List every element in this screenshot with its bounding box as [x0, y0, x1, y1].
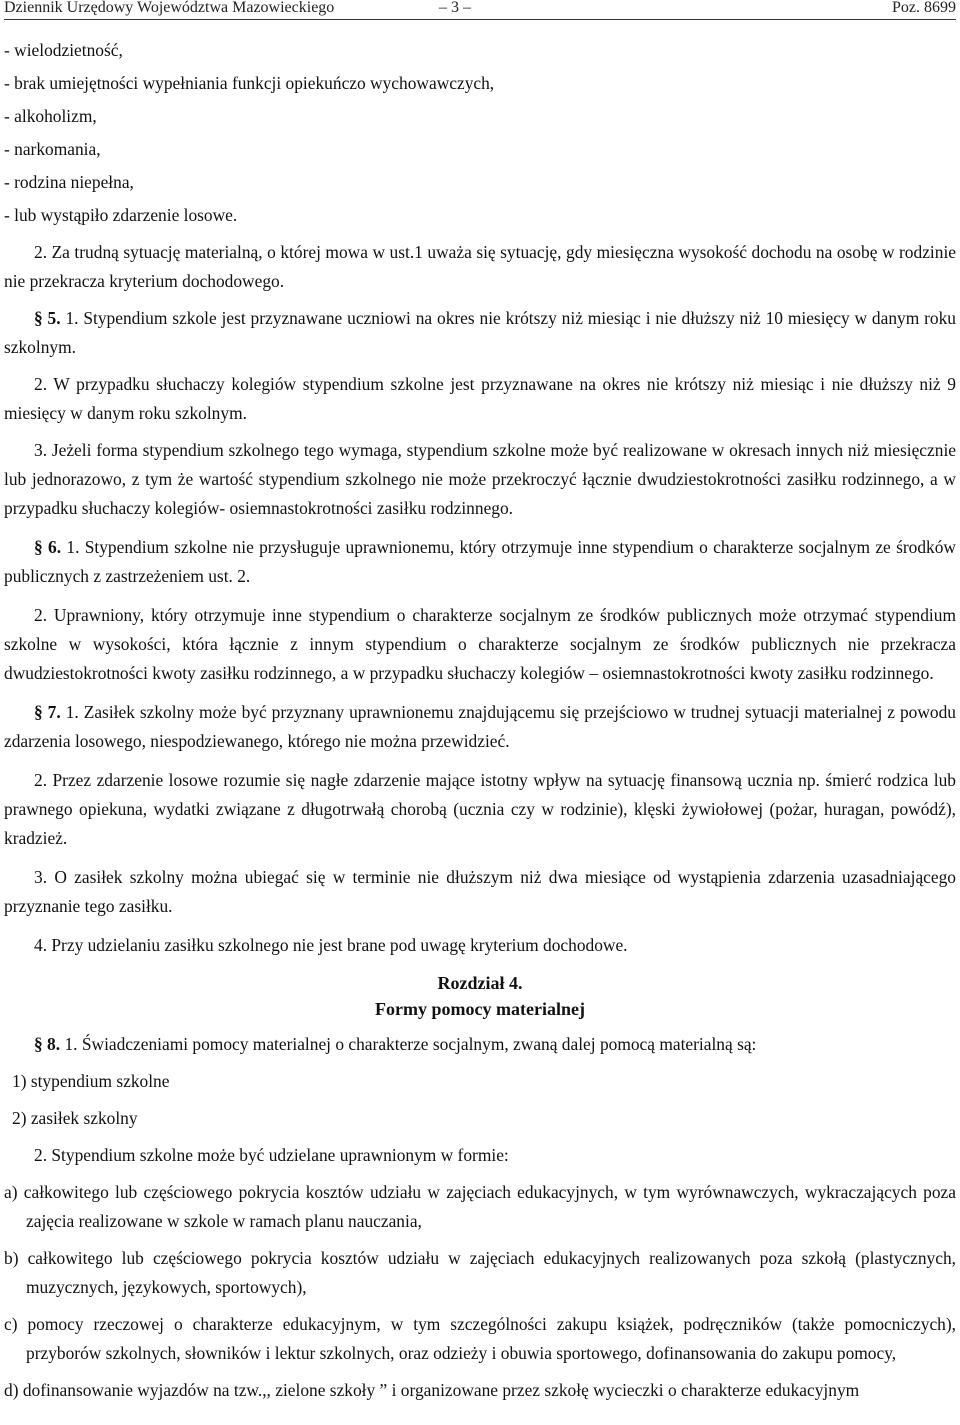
paragraph-text: 1. Stypendium szkole jest przyznawane uczniowi na okres nie krótszy niż miesiąc i nie dłuższy niż 10 miesięcy w danym roku szkolnym. — [4, 308, 956, 357]
paragraph-text: 1. Świadczeniami pomocy materialnej o charakterze socjalnym, zwaną dalej pomocą materialną są: — [60, 1034, 757, 1054]
list-item: - brak umiejętności wypełniania funkcji opiekuńczo wychowawczych, — [4, 73, 495, 93]
section-number: § 7. — [34, 702, 61, 722]
page-header — [4, 0, 956, 20]
paragraph: 2. Przez zdarzenie losowe rozumie się nagłe zdarzenie mające istotny wpływ na sytuację finansową ucznia np. śmierć rodzica lub prawnego opiekuna, wydatki związane z długotrwałą chorobą (ucznia czy w rodzinie), klęski żywiołowej (pożar, huragan, powódź), kradzież. — [4, 770, 956, 848]
section-6-paragraph-1 — [4, 533, 956, 591]
journal-title: Dziennik Urzędowy Województwa Mazowieckiego — [4, 0, 335, 16]
list-item: - lub wystąpiło zdarzenie losowe. — [4, 205, 238, 225]
list-item: a) całkowitego lub częściowego pokrycia kosztów udziału w zajęciach edukacyjnych, w tym wyrównawczych, wykraczających poza zajęcia realizowane w szkole w ramach planu nauczania, — [4, 1182, 956, 1231]
list-item: c) pomocy rzeczowej o charakterze edukacyjnym, w tym szczególności zakupu książek, podręczników (także pomocniczych), przyborów szkolnych, słowników i lektur szkolnych, oraz odzieży i obuwia sportowego, dofinansowania do zakupu pomocy, — [4, 1314, 956, 1363]
list-item: - wielodzietność, — [4, 40, 123, 60]
list-item: 2) zasiłek szkolny — [12, 1108, 138, 1128]
section-number: § 6. — [34, 537, 62, 557]
paragraph: 2. Uprawniony, który otrzymuje inne stypendium o charakterze socjalnym ze środków publicznych może otrzymać stypendium szkolne w wysokości, która łącznie z innym stypendium o charakterze socjalnym ze środków publicznych nie przekracza dwudziestokrotności kwoty zasiłku rodzinnego, a w przypadku słuchaczy kolegiów – osiemnastokrotności kwoty zasiłku rodzinnego. — [4, 605, 956, 683]
paragraph: 2. Stypendium szkolne może być udzielane uprawnionym w formie: — [34, 1145, 509, 1165]
section-number: § 5. — [34, 308, 61, 328]
paragraph-text: 1. Stypendium szkolne nie przysługuje uprawnionemu, który otrzymuje inne stypendium o charakterze socjalnym ze środków publicznych z zastrzeżeniem ust. 2. — [4, 537, 956, 586]
list-item: - alkoholizm, — [4, 106, 97, 126]
paragraph: 3. O zasiłek szkolny można ubiegać się w terminie nie dłuższym niż dwa miesiące od wystąpienia zdarzenia uzasadniającego przyznanie tego zasiłku. — [4, 867, 956, 916]
paragraph: 2. W przypadku słuchaczy kolegiów stypendium szkolne jest przyznawane na okres nie krótszy niż miesiąc i nie dłuższy niż 9 miesięcy w danym roku szkolnym. — [4, 374, 956, 423]
paragraph: 2. Za trudną sytuację materialną, o której mowa w ust.1 uważa się sytuację, gdy miesięczna wysokość dochodu na osobę w rodzinie nie przekracza kryterium dochodowego. — [4, 242, 956, 291]
document-body — [4, 36, 956, 1405]
list-item: b) całkowitego lub częściowego pokrycia kosztów udziału w zajęciach edukacyjnych realizowanych poza szkołą (plastycznych, muzycznych, językowych, sportowych), — [4, 1248, 956, 1297]
page-number: – 3 – — [439, 0, 471, 16]
section-8-paragraph-1 — [4, 1030, 956, 1059]
header-divider — [4, 19, 956, 20]
chapter-title: Formy pomocy materialnej — [375, 999, 585, 1019]
position-number: Poz. 8699 — [892, 0, 956, 16]
list-item: d) dofinansowanie wyjazdów na tzw.,, zielone szkoły ” i organizowane przez szkołę wycieczki o charakterze edukacyjnym — [4, 1380, 860, 1400]
section-7-paragraph-1 — [4, 698, 956, 756]
list-item: 1) stypendium szkolne — [12, 1071, 170, 1091]
paragraph-text: 1. Zasiłek szkolny może być przyznany uprawnionemu znajdującemu się przejściowo w trudnej sytuacji materialnej z powodu zdarzenia losowego, niespodziewanego, którego nie można przewidzieć. — [4, 702, 956, 751]
list-item: - rodzina niepełna, — [4, 172, 134, 192]
chapter-number: Rozdział 4. — [437, 973, 523, 993]
section-number: § 8. — [34, 1034, 61, 1054]
paragraph: 4. Przy udzielaniu zasiłku szkolnego nie jest brane pod uwagę kryterium dochodowe. — [34, 935, 628, 955]
list-item: - narkomania, — [4, 139, 101, 159]
section-5-paragraph-1 — [4, 304, 956, 362]
paragraph: 3. Jeżeli forma stypendium szkolnego tego wymaga, stypendium szkolne może być realizowane w okresach innych niż miesięcznie lub jednorazowo, z tym że wartość stypendium szkolnego nie może przekroczyć łącznie dwudziestokrotności zasiłku rodzinnego, a w przypadku słuchaczy kolegiów- osiemnastokrotności zasiłku rodzinnego. — [4, 440, 956, 518]
